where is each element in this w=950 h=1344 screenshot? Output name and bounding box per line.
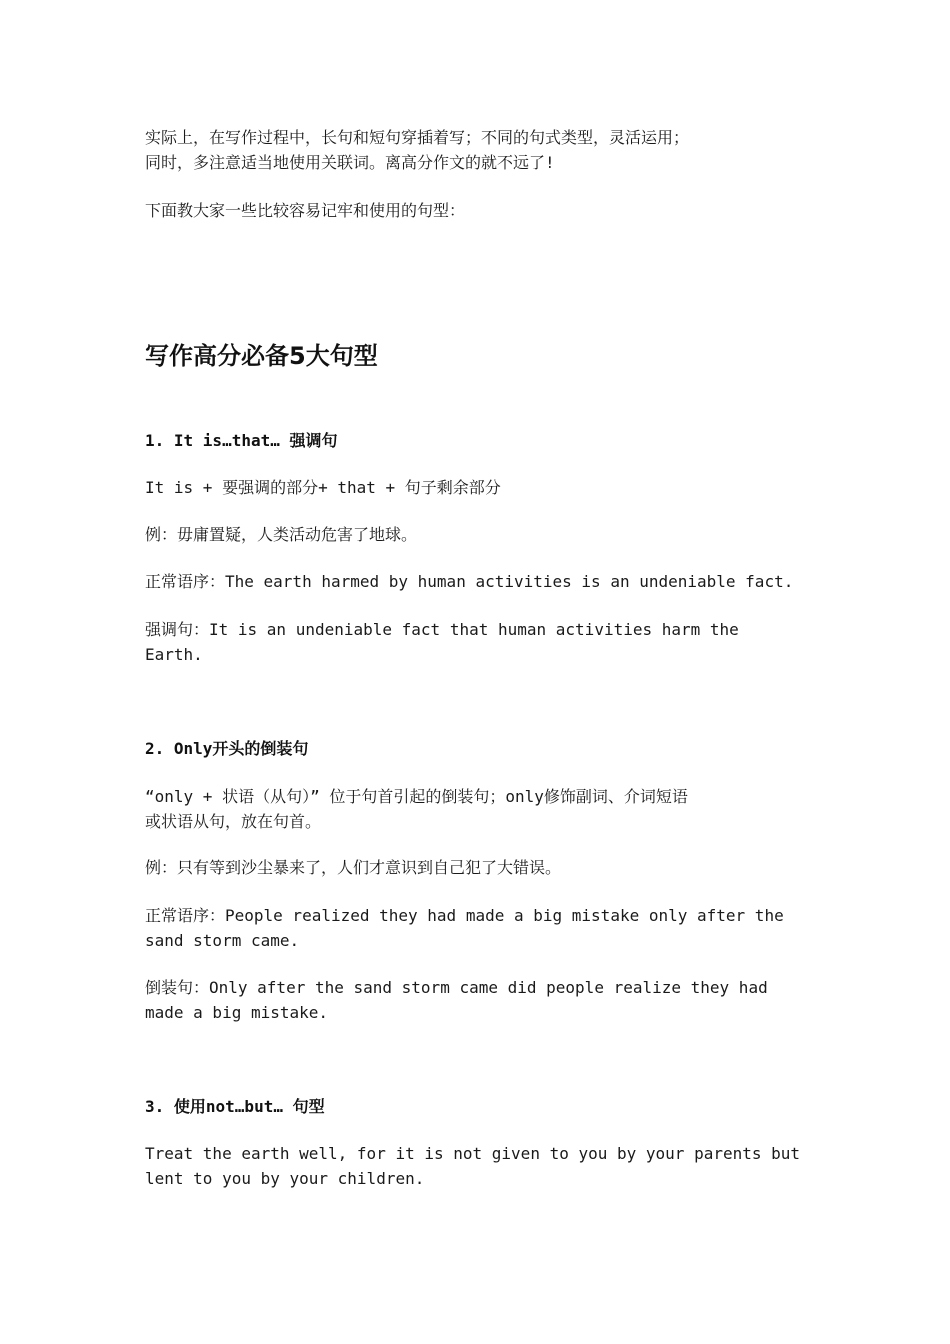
text-line: sand storm came.: [145, 931, 300, 950]
text-line: 强调句：It is an undeniable fact that human activities harm the: [145, 620, 739, 639]
text-line: Treat the earth well, for it is not given to you by your parents but: [145, 1144, 801, 1163]
text-line: made a big mistake.: [145, 1003, 329, 1022]
section-2-example: 例：只有等到沙尘暴来了，人们才意识到自己犯了大错误。: [145, 858, 562, 877]
page-title: 写作高分必备5大句型: [145, 342, 378, 370]
text-line: “only + 状语（从句）” 位于句首引起的倒装句；only修饰副词、介词短语: [145, 787, 688, 806]
section-1-heading: 1. It is…that… 强调句: [145, 431, 338, 450]
intro-paragraph: [145, 125, 810, 175]
intro-line: 同时，多注意适当地使用关联词。离高分作文的就不远了!: [145, 153, 555, 172]
section-2-normal-order: [145, 903, 810, 953]
section-1-normal-order: [145, 569, 810, 594]
text-line: 正常语序：People realized they had made a big mistake only after the: [145, 906, 784, 925]
section-1-formula: It is + 要强调的部分+ that + 句子剩余部分: [145, 478, 501, 497]
text-line: lent to you by your children.: [145, 1169, 425, 1188]
text-line: 或状语从句，放在句首。: [145, 812, 322, 831]
section-2-inverted-sentence: [145, 975, 810, 1025]
section-2-heading: 2. Only开头的倒装句: [145, 739, 309, 758]
text-line: 正常语序：The earth harmed by human activities is an undeniable fact.: [145, 572, 794, 591]
text-line: Earth.: [145, 645, 203, 664]
section-3-heading: 3. 使用not…but… 句型: [145, 1097, 325, 1116]
text-line: 倒装句：Only after the sand storm came did people realize they had: [145, 978, 768, 997]
intro-lead-paragraph: 下面教大家一些比较容易记牢和使用的句型：: [145, 201, 466, 220]
section-1-example: 例：毋庸置疑，人类活动危害了地球。: [145, 525, 418, 544]
section-3-text: [145, 1141, 810, 1191]
section-2-formula: [145, 784, 810, 834]
intro-line: 实际上，在写作过程中，长句和短句穿插着写；不同的句式类型，灵活运用；: [145, 128, 690, 147]
section-1-emphatic-sentence: [145, 617, 810, 667]
